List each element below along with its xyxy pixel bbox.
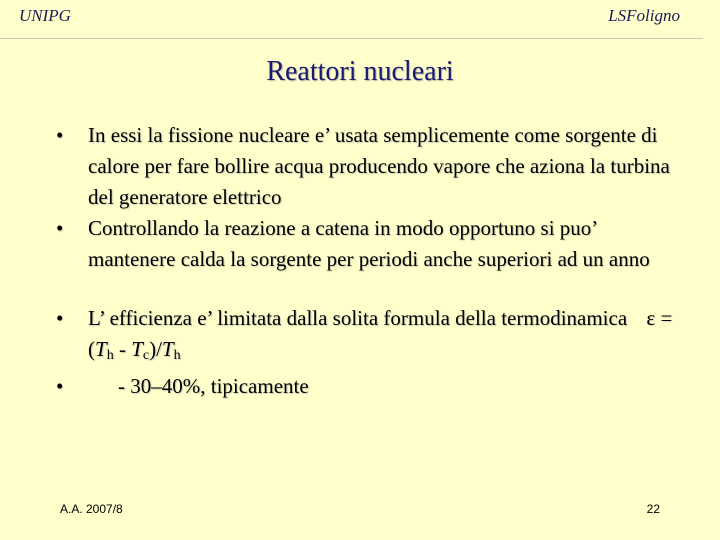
- bullet-item: [56, 303, 676, 371]
- header-divider: [0, 38, 703, 39]
- bullet-item: [56, 213, 676, 275]
- slide-title: Reattori nucleari: [266, 56, 454, 87]
- bullet-text: In essi la fissione nucleare e’ usata semplicemente come sorgente di calore per fare bollire acqua producendo vapore che aziona la turbina del generatore elettrico: [88, 123, 670, 209]
- bullet-icon: •: [56, 216, 64, 240]
- bullet-icon: •: [56, 374, 64, 398]
- bullet-text: - 30–40%, tipicamente: [118, 374, 309, 398]
- header-right-label: LSFoligno: [608, 6, 680, 25]
- header-left-label: UNIPG: [19, 6, 71, 25]
- footer-date: A.A. 2007/8: [60, 502, 123, 516]
- efficiency-formula: $\varepsilon = (T_h - T_c)/T_h$: [88, 306, 673, 363]
- bullet-icon: •: [56, 123, 64, 147]
- page-number: 22: [646, 502, 660, 516]
- bullet-spacer: [56, 275, 676, 303]
- bullet-item: [56, 371, 676, 402]
- bullet-list: [56, 120, 676, 402]
- bullet-text: L’ efficienza e’ limitata dalla solita formula della termodinamica: [88, 306, 628, 330]
- bullet-text: Controllando la reazione a catena in modo opportuno si puo’ mantenere calda la sorgente per periodi anche superiori ad un anno: [88, 216, 650, 271]
- bullet-icon: •: [56, 306, 64, 330]
- bullet-item: [56, 120, 676, 213]
